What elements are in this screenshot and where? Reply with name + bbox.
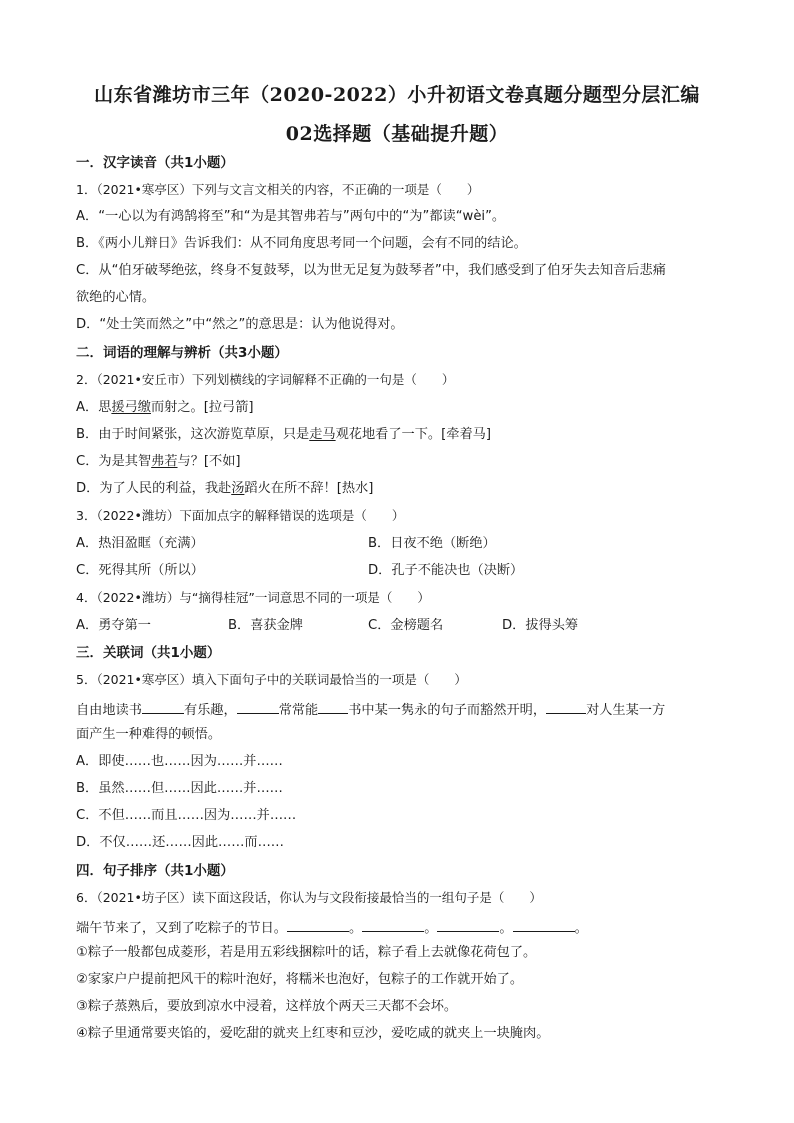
- passage-text: 对人生某一方: [586, 703, 666, 718]
- option-text: A．思: [76, 400, 112, 415]
- question-5-stem: 5．（2021•寒亭区）填入下面句子中的关联词最恰当的一项是（ ）: [76, 672, 467, 687]
- underlined-word: 弗若: [151, 454, 178, 469]
- passage-text: 。: [574, 921, 588, 936]
- question-2-stem: 2．（2021•安丘市）下列划横线的字词解释不正确的一句是（ ）: [76, 372, 455, 387]
- fill-blank: [362, 917, 424, 932]
- question-5-passage-line1: [76, 699, 726, 720]
- option-text: 而射之。[拉弓箭]: [150, 400, 254, 415]
- question-2-option-d: [76, 480, 726, 498]
- fill-blank: [237, 699, 279, 714]
- question-4-option-d: D．拔得头筹: [502, 618, 579, 633]
- passage-text: 。: [349, 921, 363, 936]
- question-6-sentence-3: ③粽子蒸熟后，要放到凉水中浸着，这样放个两天三天都不会坏。: [76, 999, 458, 1014]
- passage-text: 端午节来了，又到了吃粽子的节日。: [76, 921, 287, 936]
- fill-blank: [318, 699, 348, 714]
- question-4-option-b: B．喜获金牌: [228, 618, 303, 633]
- question-5-passage-line2: 面产生一种难得的顿悟。: [76, 727, 222, 742]
- question-5-option-b: B．虽然……但……因此……并……: [76, 781, 283, 796]
- question-1-option-c-line1: C．从“伯牙破琴绝弦，终身不复鼓琴，以为世无足复为鼓琴者”中，我们感受到了伯牙失去知音后悲痛: [76, 263, 666, 278]
- question-5-option-a: A．即使……也……因为……并……: [76, 754, 283, 769]
- option-text: D．为了人民的利益，我赴: [76, 481, 232, 496]
- option-text: C．为是其智: [76, 454, 152, 469]
- question-2-option-c: [76, 453, 726, 471]
- fill-blank: [437, 917, 499, 932]
- option-text: 蹈火在所不辞！[热水]: [244, 481, 374, 496]
- passage-text: 书中某一隽永的句子而豁然开明，: [348, 703, 547, 718]
- question-6-sentence-2: ②家家户户提前把风干的粽叶泡好，将糯米也泡好，包粽子的工作就开始了。: [76, 972, 524, 987]
- section-header-2: 二．词语的理解与辨析（共3小题）: [76, 345, 288, 361]
- question-5-option-c: C．不但……而且……因为……并……: [76, 808, 297, 823]
- passage-text: 。: [499, 921, 513, 936]
- document-subtitle: 02选择题（基础提升题）: [285, 123, 509, 145]
- question-6-passage: [76, 917, 726, 938]
- passage-text: 常常能: [278, 703, 319, 718]
- question-4-option-a: A．勇夺第一: [76, 618, 151, 633]
- question-1-option-a: A．“一心以为有鸿鹄将至”和“为是其智弗若与”两句中的“为”都读“wèi”。: [76, 209, 506, 224]
- fill-blank: [513, 917, 575, 932]
- underlined-word: 汤: [231, 481, 245, 496]
- document-title: 山东省潍坊市三年（2020-2022）小升初语文卷真题分题型分层汇编: [94, 84, 700, 106]
- fill-blank: [546, 699, 586, 714]
- passage-text: 自由地读书: [76, 703, 142, 718]
- passage-text: 。: [424, 921, 438, 936]
- option-text: 观花地看了一下。[牵着马]: [335, 427, 491, 442]
- question-2-option-b: [76, 426, 726, 444]
- underlined-word: 走马: [309, 427, 336, 442]
- option-text: 与？[不如]: [177, 454, 241, 469]
- question-4-option-c: C．金榜题名: [368, 618, 444, 633]
- question-6-sentence-4: ④粽子里通常要夹馅的，爱吃甜的就夹上红枣和豆沙，爱吃咸的就夹上一块腌肉。: [76, 1026, 550, 1041]
- question-1-option-c-line2: 欲绝的心情。: [76, 290, 156, 305]
- section-header-4: 四．句子排序（共1小题）: [76, 863, 234, 879]
- fill-blank: [287, 917, 349, 932]
- question-4-stem: 4．（2022•潍坊）与“摘得桂冠”一词意思不同的一项是（ ）: [76, 590, 430, 605]
- question-3-option-d: D．孔子不能决也（决断）: [368, 563, 524, 578]
- passage-text: 有乐趣，: [183, 703, 237, 718]
- question-1-option-d: D．“处士笑而然之”中“然之”的意思是：认为他说得对。: [76, 317, 404, 332]
- question-1-stem: 1．（2021•寒亭区）下列与文言文相关的内容，不正确的一项是（ ）: [76, 182, 480, 197]
- question-6-stem: 6．（2021•坊子区）读下面这段话，你认为与文段衔接最恰当的一组句子是（ ）: [76, 890, 542, 905]
- question-5-option-d: D．不仅……还……因此……而……: [76, 835, 284, 850]
- question-3-stem: 3．（2022•潍坊）下面加点字的解释错误的选项是（ ）: [76, 508, 405, 523]
- question-3-option-c: C．死得其所（所以）: [76, 563, 204, 578]
- underlined-word: 援弓缴: [111, 400, 151, 415]
- section-header-3: 三．关联词（共1小题）: [76, 645, 221, 661]
- question-1-option-b: B．《两小儿辩日》告诉我们：从不同角度思考同一个问题，会有不同的结论。: [76, 236, 527, 251]
- question-6-sentence-1: ①粽子一般都包成菱形，若是用五彩线捆粽叶的话，粽子看上去就像花荷包了。: [76, 945, 537, 960]
- question-3-option-b: B．日夜不绝（断绝）: [368, 536, 496, 551]
- section-header-1: 一．汉字读音（共1小题）: [76, 155, 234, 171]
- fill-blank: [142, 699, 184, 714]
- question-3-option-a: A．热泪盈眶（充满）: [76, 536, 204, 551]
- option-text: B．由于时间紧张，这次游览草原，只是: [76, 427, 310, 442]
- question-2-option-a: [76, 399, 726, 417]
